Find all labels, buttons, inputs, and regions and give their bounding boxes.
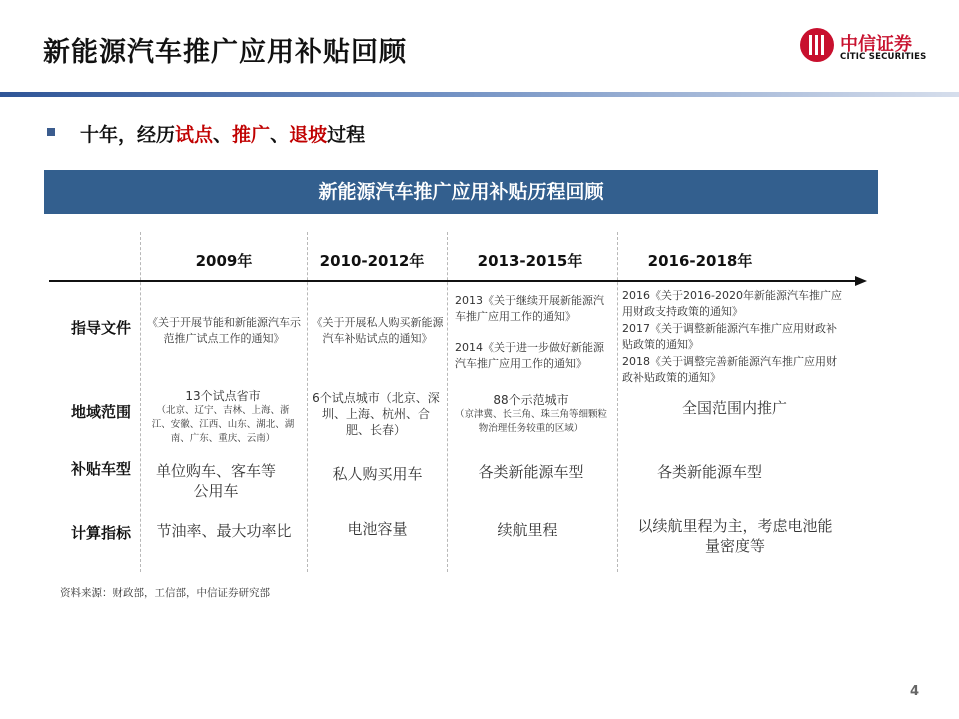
year-2016-2018: 2016-2018年	[647, 252, 753, 270]
docs-2010-2012: 《关于开展私人购买新能源汽车补贴试点的通知》	[311, 316, 444, 345]
highlight-phaseout: 退坡	[289, 124, 328, 146]
source-note: 资料来源：财政部，工信部，中信证券研究部	[60, 587, 270, 599]
key-point	[80, 120, 365, 147]
vehicle-2009: 单位购车、客车等公用车	[155, 462, 276, 500]
logo-english-name: CITIC SECURITIES	[840, 52, 927, 62]
docs-2016: 2016《关于2016-2020年新能源汽车推广应用财政支持政策的通知》	[622, 289, 842, 318]
metric-2010-2012: 电池容量	[347, 520, 408, 538]
page-number: 4	[910, 684, 920, 699]
region-2009-title: 13个试点省市	[185, 389, 261, 403]
year-2013-2015: 2013-2015年	[477, 252, 583, 270]
separator: 、	[213, 124, 233, 146]
separator: 、	[270, 124, 290, 146]
region-2013-2015-title: 88个示范城市	[493, 393, 569, 407]
arrow-right-icon	[855, 276, 867, 286]
region-2010-2012: 6个试点城市（北京、深圳、上海、杭州、合肥、长春）	[312, 391, 440, 437]
region-2016-2018: 全国范围内推广	[681, 399, 787, 417]
key-point-suffix: 过程	[327, 124, 366, 146]
metric-2009: 节油率、最大功率比	[156, 522, 292, 540]
row-label-region: 地域范围	[71, 403, 132, 421]
vehicle-2016-2018: 各类新能源车型	[656, 463, 762, 481]
highlight-pilot: 试点	[175, 124, 214, 146]
citic-logo	[800, 28, 940, 68]
vehicle-2013-2015: 各类新能源车型	[478, 463, 584, 481]
docs-2013: 2013《关于继续开展新能源汽车推广应用工作的通知》	[455, 294, 604, 323]
row-label-documents: 指导文件	[71, 319, 132, 337]
docs-2017: 2017《关于调整新能源汽车推广应用财政补贴政策的通知》	[622, 322, 837, 351]
region-2013-2015-detail: （京津冀、长三角、珠三角等细颗粒物治理任务较重的区域）	[455, 409, 608, 434]
region-2009-detail: （北京、辽宁、吉林、上海、浙江、安徽、江西、山东、湖北、湖南、广东、重庆、云南）	[151, 405, 295, 444]
column-divider	[447, 232, 448, 572]
year-2010-2012: 2010-2012年	[319, 252, 425, 270]
column-divider	[307, 232, 308, 572]
page-title: 新能源汽车推广应用补贴回顾	[43, 37, 407, 68]
logo-chinese-name: 中信证券	[840, 34, 912, 55]
docs-2014: 2014《关于进一步做好新能源汽车推广应用工作的通知》	[455, 341, 604, 370]
row-label-vehicle: 补贴车型	[71, 460, 132, 478]
column-divider	[617, 232, 618, 572]
table-banner: 新能源汽车推广应用补贴历程回顾	[44, 170, 878, 214]
metric-2013-2015: 续航里程	[497, 521, 558, 539]
docs-2009: 《关于开展节能和新能源汽车示范推广试点工作的通知》	[147, 316, 301, 345]
row-label-metric: 计算指标	[71, 524, 132, 542]
timeline-axis	[49, 280, 857, 282]
header	[0, 0, 959, 90]
year-2009: 2009年	[195, 252, 253, 270]
docs-2018: 2018《关于调整完善新能源汽车推广应用财政补贴政策的通知》	[622, 355, 837, 384]
vehicle-2010-2012: 私人购买用车	[332, 465, 423, 483]
header-divider	[0, 92, 959, 97]
bullet-square-icon	[47, 128, 55, 136]
highlight-promotion: 推广	[232, 124, 271, 146]
key-point-prefix: 十年，经历	[80, 124, 176, 146]
metric-2016-2018: 以续航里程为主，考虑电池能量密度等	[637, 517, 833, 555]
column-divider	[140, 232, 141, 572]
citic-emblem-icon	[800, 28, 834, 62]
